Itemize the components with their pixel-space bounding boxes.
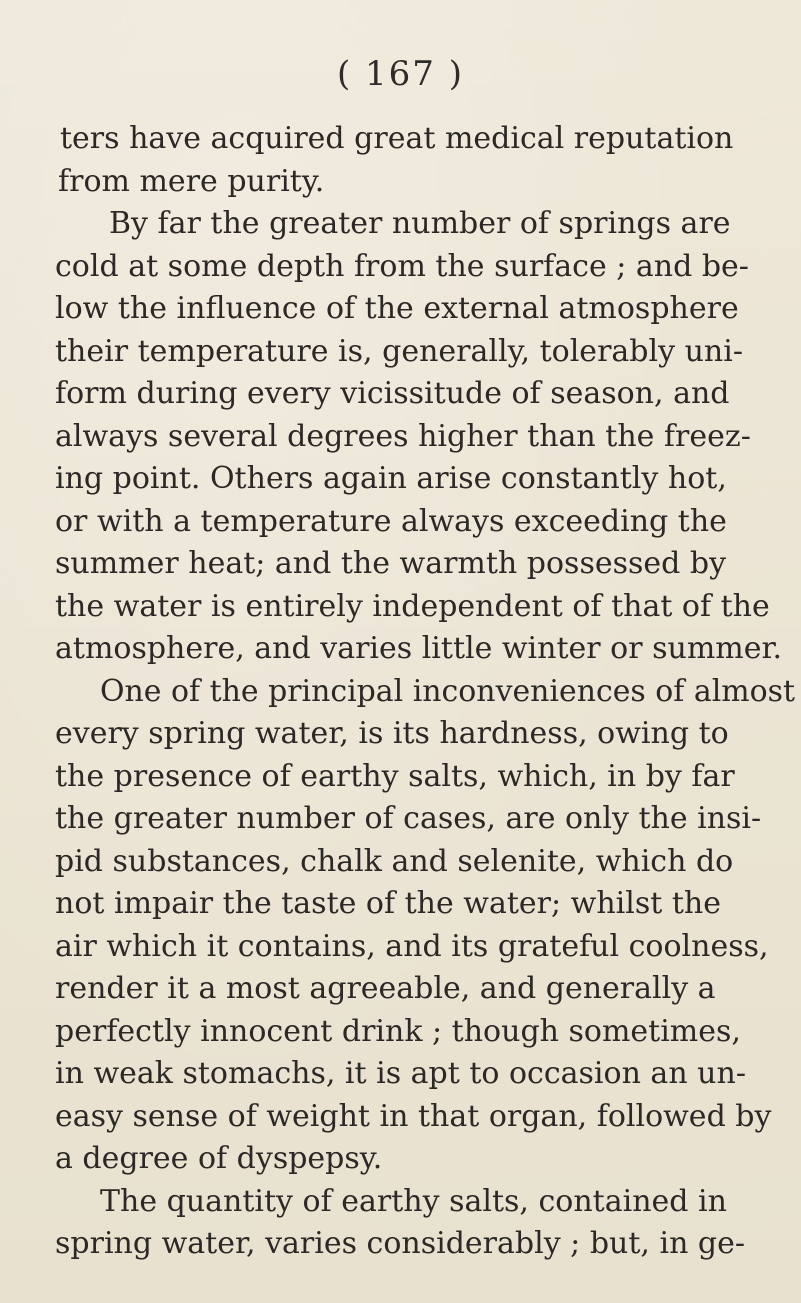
text-line: summer heat; and the warmth possessed by: [55, 546, 727, 581]
text-line: perfectly innocent drink ; though sometimes,: [55, 1014, 741, 1049]
text-line: easy sense of weight in that organ, followed by: [55, 1099, 772, 1134]
text-line: atmosphere, and varies little winter or summer.: [55, 631, 783, 666]
text-line: ters have acquired great medical reputation: [60, 121, 734, 156]
text-line: their temperature is, generally, tolerably uni-: [55, 334, 743, 369]
text-line: air which it contains, and its grateful coolness,: [55, 929, 769, 964]
text-line: the presence of earthy salts, which, in by far: [55, 759, 735, 794]
text-line: in weak stomachs, it is apt to occasion an un-: [55, 1056, 746, 1091]
text-line: the greater number of cases, are only the insi-: [55, 801, 762, 836]
text-line: cold at some depth from the surface ; and be-: [55, 249, 749, 284]
text-line: not impair the taste of the water; whilst the: [55, 886, 721, 921]
text-line: always several degrees higher than the freez-: [55, 419, 751, 454]
text-line: pid substances, chalk and selenite, which do: [55, 844, 734, 879]
text-line: spring water, varies considerably ; but, in ge-: [55, 1226, 746, 1261]
text-line: low the influence of the external atmosphere: [55, 291, 739, 326]
text-line: One of the principal inconveniences of almost: [100, 674, 795, 709]
text-line: ing point. Others again arise constantly hot,: [55, 461, 727, 496]
text-line: By far the greater number of springs are: [109, 206, 731, 241]
text-line: The quantity of earthy salts, contained in: [100, 1184, 727, 1219]
text-line: render it a most agreeable, and generally a: [55, 971, 716, 1006]
text-line: the water is entirely independent of that of the: [55, 589, 770, 624]
text-line: form during every vicissitude of season, and: [55, 376, 730, 411]
text-line: from mere purity.: [58, 164, 325, 199]
text-line: or with a temperature always exceeding the: [55, 504, 727, 539]
page-number: ( 167 ): [336, 54, 465, 94]
text-line: every spring water, is its hardness, owing to: [55, 716, 729, 751]
text-line: a degree of dyspepsy.: [55, 1141, 383, 1176]
